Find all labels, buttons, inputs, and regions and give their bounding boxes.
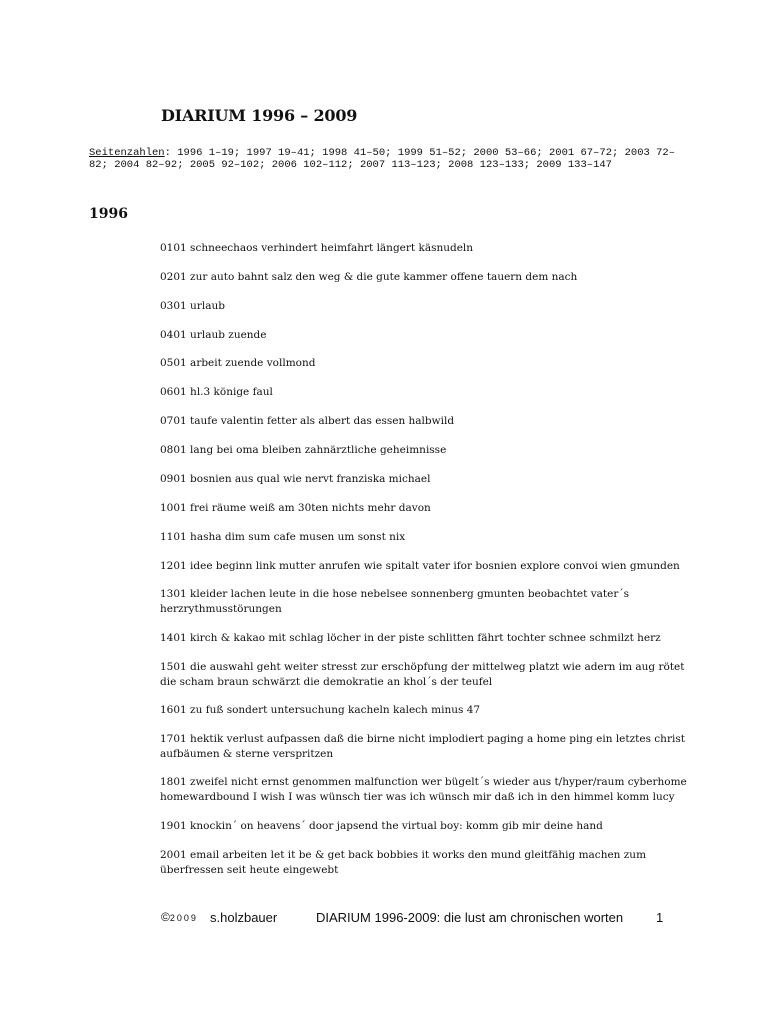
diary-entry: 0301 urlaub	[160, 300, 225, 312]
copyright-year: 2009	[169, 913, 198, 923]
diary-entry: 0501 arbeit zuende vollmond	[160, 357, 316, 369]
diary-entry: 2001 email arbeiten let it be & get back bobbies it works den mund gleitfähig machen zum überfressen seit heute eingewebt	[160, 849, 647, 876]
diary-entry: 0101 schneechaos verhindert heimfahrt längert käsnudeln	[160, 242, 474, 254]
diary-entry: 1801 zweifel nicht ernst genommen malfunction wer bügelt´s wieder aus t/hyper/raum cyberhome homewardbound I wish I was wünsch tier was ich wünsch mir daß ich in den himmel komm lucy	[160, 776, 687, 803]
diary-entry: 1501 die auswahl geht weiter stresst zur erschöpfung der mittelweg platzt wie adern im aug rötet die scham braun schwärzt die demokratie an khol´s der teufel	[160, 661, 685, 688]
diary-entry: 1001 frei räume weiß am 30ten nichts mehr davon	[160, 502, 431, 514]
diary-entry: 0701 taufe valentin fetter als albert das essen halbwild	[160, 415, 455, 427]
diary-entry: 1901 knockin´ on heavens´ door japsend the virtual boy: komm gib mir deine hand	[160, 820, 603, 832]
page-number: 1	[656, 910, 664, 925]
footer-author: s.holzbauer	[210, 910, 278, 925]
year-heading: 1996	[89, 206, 128, 222]
diary-entry: 0601 hl.3 könige faul	[160, 386, 273, 398]
diary-entry: 0201 zur auto bahnt salz den weg & die gute kammer offene tauern dem nach	[160, 271, 578, 283]
page-numbers-line	[89, 147, 689, 171]
footer-title: DIARIUM 1996-2009: die lust am chronischen worten	[316, 910, 624, 925]
copyright	[161, 910, 198, 924]
diary-entry: 0401 urlaub zuende	[160, 329, 267, 341]
diary-entry: 1401 kirch & kakao mit schlag löcher in der piste schlitten fährt tochter schnee schmilzt herz	[160, 632, 661, 644]
page-numbers-text: : 1996 1–19; 1997 19–41; 1998 41–50; 1999 51–52; 2000 53–66; 2001 67–72; 2003 72–82; 2004 82–92; 2005 92–102; 2006 102–112; 2007 113–123; 2008 123–133; 2009 133–147	[89, 147, 676, 171]
diary-entry: 1101 hasha dim sum cafe musen um sonst nix	[160, 531, 406, 543]
page-numbers-label: Seitenzahlen	[89, 147, 165, 159]
diary-entry: 0901 bosnien aus qual wie nervt franziska michael	[160, 473, 431, 485]
page-footer	[0, 910, 768, 928]
diary-entry: 1701 hektik verlust aufpassen daß die birne nicht implodiert paging a home ping ein letztes christ aufbäumen & sterne verspritzen	[160, 733, 685, 760]
copyright-icon: ©	[161, 910, 170, 924]
diary-entry: 1601 zu fuß sondert untersuchung kacheln kalech minus 47	[160, 704, 481, 716]
diary-entry: 0801 lang bei oma bleiben zahnärztliche geheimnisse	[160, 444, 447, 456]
diary-entry: 1201 idee beginn link mutter anrufen wie spitalt vater ifor bosnien explore convoi wien gmunden	[160, 560, 680, 572]
diary-entry: 1301 kleider lachen leute in die hose nebelsee sonnenberg gmunten beobachtet vater´s herzrythmusstörungen	[160, 588, 629, 615]
document-title: DIARIUM 1996 – 2009	[161, 106, 358, 125]
